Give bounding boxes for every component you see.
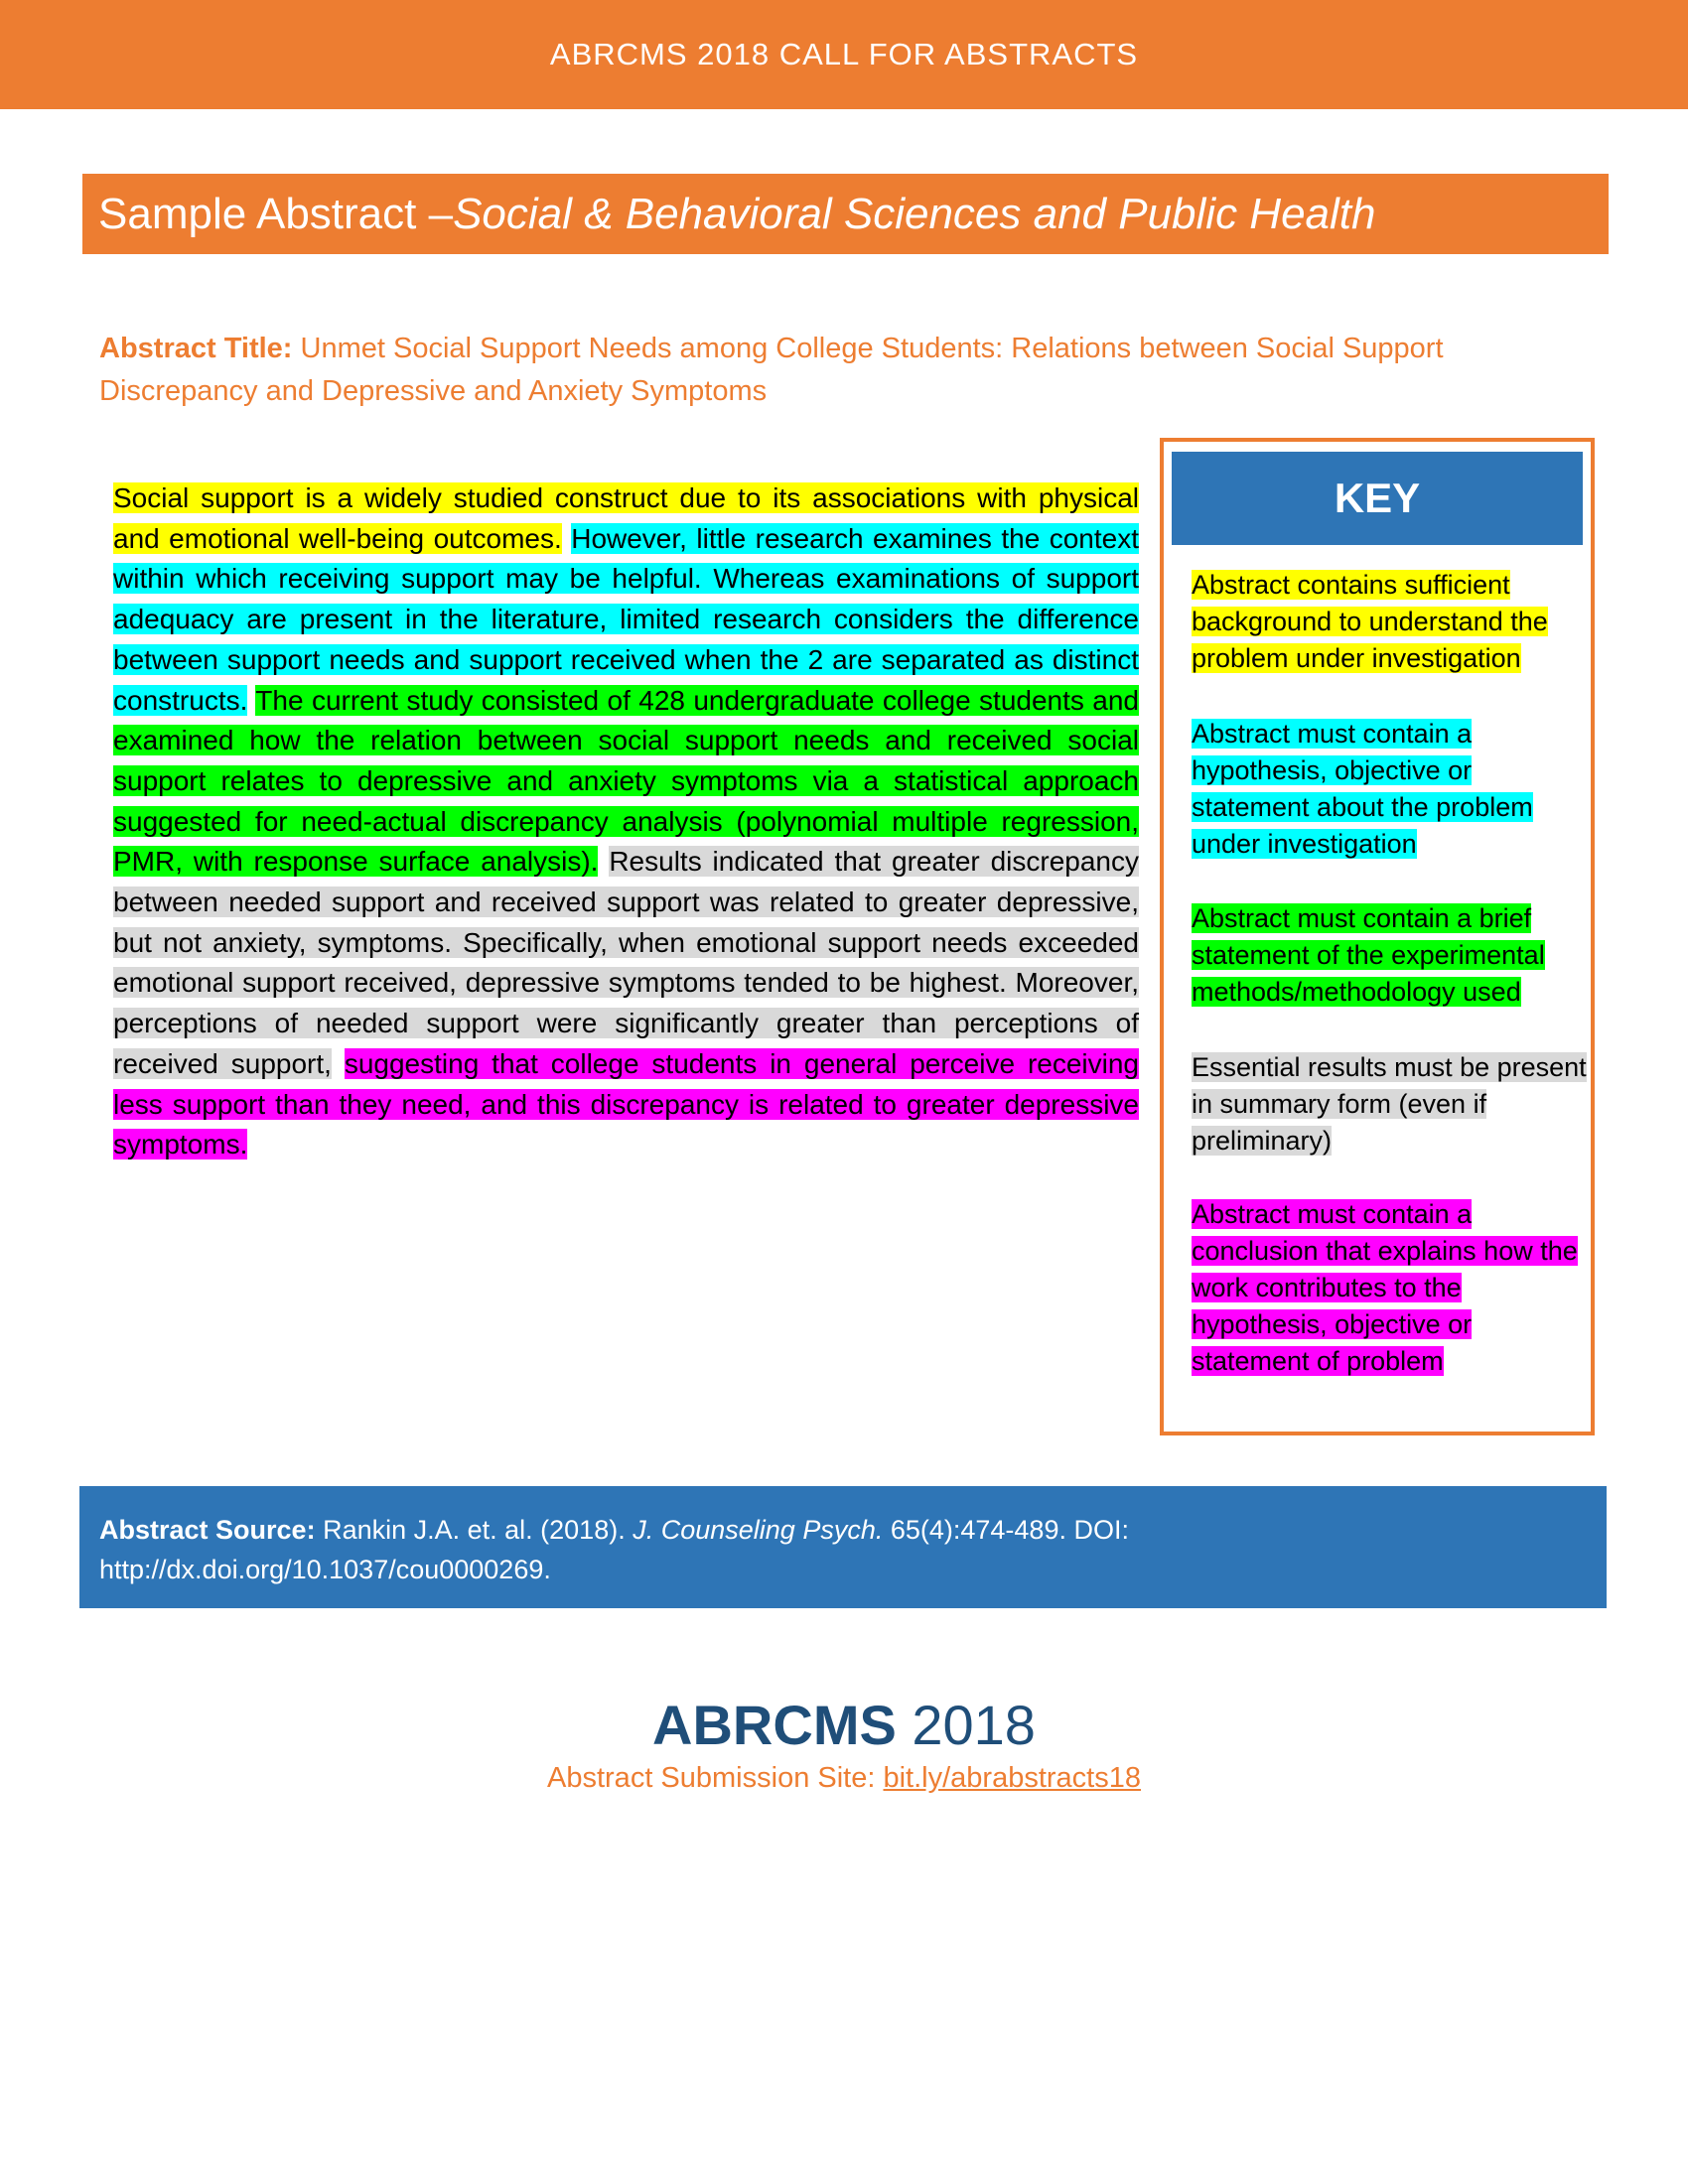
key-item-conclusion [1192,1196,1589,1380]
abstract-body [113,478,1139,1165]
abstract-title-text: Unmet Social Support Needs among College Students: Relations between Social Support Discrepancy and Depressive and Anxiety Symptoms [99,333,1444,407]
key-item-methods [1192,900,1589,1011]
key-item-background [1192,567,1589,677]
section-bar [82,174,1609,254]
top-banner [0,0,1688,109]
section-prefix: Sample Abstract – [98,189,454,238]
key-item-results [1192,1049,1589,1160]
abstract-conclusion-sentence: suggesting that college students in general perceive receiving less support than they need, and this discrepancy is related to greater depressive symptoms. [113,1047,1140,1160]
section-category: Social & Behavioral Sciences and Public Health [453,189,1376,238]
key-title: KEY [1334,475,1421,521]
source-journal: J. Counseling Psych. [633,1515,884,1545]
key-panel [1160,438,1595,1435]
abstract-methods-sentence: The current study consisted of 428 undergraduate college students and examined how the relation between social support needs and received social support relates to depressive and anxiety symptoms via a statistical approach suggested for need-actual discrepancy analysis (polynomial multiple regression, PMR, with response surface analysis). [113,684,1139,878]
key-item-label: Abstract must contain a conclusion that explains how the work contributes to the hypothesis, objective or statement of problem [1192,1199,1578,1376]
abstract-source-bar [79,1486,1607,1608]
key-item-label: Abstract must contain a hypothesis, objective or statement about the problem under investigation [1192,719,1533,859]
abstract-title-label: Abstract Title: [99,333,293,364]
footer-brand [0,1693,1688,1757]
abstract-title [99,328,1509,413]
key-item-label: Essential results must be present in summary form (even if preliminary) [1192,1052,1587,1156]
key-item-label: Abstract contains sufficient background to understand the problem under investigation [1192,570,1548,673]
key-item-hypothesis [1192,716,1589,863]
key-header [1172,452,1583,545]
footer-brand-name: ABRCMS [652,1694,897,1756]
abstract-results-sentence: Results indicated that greater discrepancy between needed support and received support was related to greater depressive, but not anxiety, symptoms. Specifically, when emotional support needs exceeded emotional support received, depressive symptoms tended to be highest. Moreover, perceptions of needed support were significantly greater than perceptions of received support, [113,846,1140,1079]
source-details: 65(4):474-489. DOI: http://dx.doi.org/10.1037/cou0000269. [99,1515,1129,1584]
abstract-hypothesis-sentence: However, little research examines the context within which receiving support may be helpful. Whereas examinations of support adequacy are present in the literature, limited research considers the difference between support needs and support received when the 2 are separated as distinct constructs. [113,522,1139,716]
submission-link[interactable]: bit.ly/abrabstracts18 [883,1762,1141,1794]
abstract-background-sentence: Social support is a widely studied construct due to its associations with physical and emotional well-being outcomes. [113,482,1139,554]
source-authors: Rankin J.A. et. al. (2018). [315,1515,633,1545]
footer-brand-year: 2018 [896,1694,1036,1756]
key-item-label: Abstract must contain a brief statement of the experimental methods/methodology used [1192,903,1545,1007]
source-label: Abstract Source: [99,1515,316,1545]
footer-submission [0,1762,1688,1795]
banner-title: ABRCMS 2018 CALL FOR ABSTRACTS [549,37,1139,71]
submission-label: Abstract Submission Site: [547,1762,884,1794]
